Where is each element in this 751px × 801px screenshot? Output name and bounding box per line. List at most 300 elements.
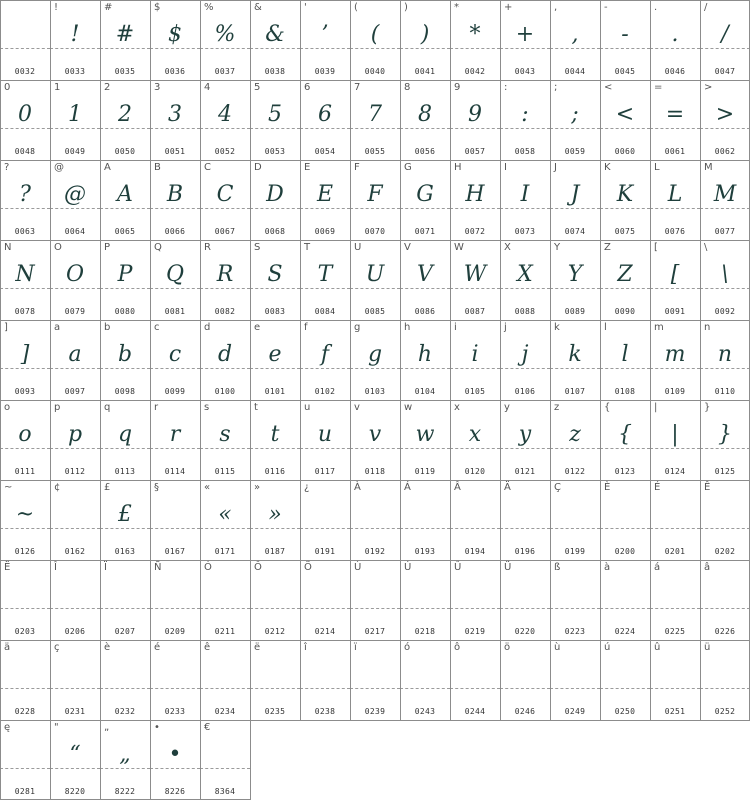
glyph-cell — [150, 240, 200, 320]
code-point-label: 0084 — [314, 307, 336, 316]
grid-vertical-line — [250, 0, 251, 800]
code-point-label: 0202 — [714, 547, 736, 556]
code-point-label: 8220 — [64, 787, 86, 796]
glyph-sample: z — [569, 422, 581, 447]
glyph-cell — [300, 640, 350, 720]
glyph-sample: b — [117, 342, 133, 367]
cell-character-label: e — [254, 322, 261, 333]
glyph-sample: @ — [64, 182, 86, 207]
glyph-sample: a — [68, 342, 82, 367]
glyph-cell — [700, 80, 750, 160]
glyph-cell — [50, 560, 100, 640]
glyph-cell — [600, 320, 650, 400]
cell-character-label: , — [554, 2, 558, 13]
glyph-sample: x — [468, 422, 482, 447]
glyph-cell — [50, 480, 100, 560]
code-point-label: 0191 — [314, 547, 336, 556]
cell-character-label: W — [454, 242, 464, 253]
cell-character-label: C — [204, 162, 211, 173]
code-point-label: 0112 — [64, 467, 86, 476]
code-point-label: 0239 — [364, 707, 386, 716]
grid-horizontal-line — [0, 480, 750, 481]
glyph-cell — [0, 720, 50, 800]
code-point-label: 0115 — [214, 467, 236, 476]
glyph-cell — [250, 240, 300, 320]
glyph-cell — [50, 320, 100, 400]
glyph-cell — [400, 160, 450, 240]
glyph-cell — [100, 0, 150, 80]
glyph-sample: i — [471, 342, 479, 367]
glyph-cell — [650, 480, 700, 560]
code-point-label: 0203 — [14, 627, 36, 636]
cell-character-label: 7 — [354, 82, 361, 93]
cell-character-label: ; — [554, 82, 558, 93]
cell-character-label: P — [104, 242, 111, 253]
code-point-label: 0162 — [64, 547, 86, 556]
glyph-cell — [700, 320, 750, 400]
code-point-label: 0049 — [64, 147, 86, 156]
code-point-label: 0193 — [414, 547, 436, 556]
code-point-label: 0116 — [264, 467, 286, 476]
code-point-label: 0046 — [664, 67, 686, 76]
baseline-guide — [350, 528, 400, 529]
code-point-label: 0050 — [114, 147, 136, 156]
cell-character-label: A — [104, 162, 111, 173]
code-point-label: 0099 — [164, 387, 186, 396]
baseline-guide — [150, 528, 200, 529]
glyph-cell — [600, 240, 650, 320]
glyph-sample: ) — [420, 22, 430, 47]
code-point-label: 0037 — [214, 67, 236, 76]
grid-vertical-line — [200, 0, 201, 800]
code-point-label: 0110 — [714, 387, 736, 396]
grid-vertical-line — [600, 0, 601, 720]
code-point-label: 0126 — [14, 547, 36, 556]
grid-vertical-line — [300, 0, 301, 720]
cell-character-label: S — [254, 242, 261, 253]
code-point-label: 0217 — [364, 627, 386, 636]
glyph-cell — [500, 80, 550, 160]
glyph-cell — [400, 240, 450, 320]
code-point-label: 0032 — [14, 67, 36, 76]
cell-character-label: s — [204, 402, 210, 413]
cell-character-label: ù — [554, 642, 561, 653]
glyph-cell — [700, 640, 750, 720]
baseline-guide — [150, 608, 200, 609]
grid-horizontal-line — [0, 80, 750, 81]
cell-character-label: N — [4, 242, 12, 253]
code-point-label: 8226 — [164, 787, 186, 796]
cell-character-label: E — [304, 162, 311, 173]
baseline-guide — [350, 608, 400, 609]
glyph-cell — [250, 400, 300, 480]
code-point-label: 0093 — [14, 387, 36, 396]
code-point-label: 0047 — [714, 67, 736, 76]
glyph-cell — [450, 80, 500, 160]
code-point-label: 0111 — [14, 467, 36, 476]
cell-character-label: \ — [704, 242, 708, 253]
cell-character-label: i — [454, 322, 457, 333]
baseline-guide — [300, 528, 350, 529]
glyph-sample: / — [721, 22, 729, 47]
baseline-guide — [700, 608, 750, 609]
glyph-sample: { — [618, 422, 632, 447]
code-point-label: 0235 — [264, 707, 286, 716]
glyph-sample: 3 — [168, 102, 182, 127]
cell-character-label: M — [704, 162, 713, 173]
code-point-label: 0033 — [64, 67, 86, 76]
code-point-label: 0206 — [64, 627, 86, 636]
baseline-guide — [650, 688, 700, 689]
code-point-label: 0103 — [364, 387, 386, 396]
code-point-label: 0055 — [364, 147, 386, 156]
glyph-sample: = — [665, 102, 685, 127]
glyph-sample: S — [267, 262, 283, 287]
code-point-label: 0113 — [114, 467, 136, 476]
glyph-sample: ( — [370, 22, 380, 47]
glyph-cell — [250, 480, 300, 560]
glyph-cell — [650, 640, 700, 720]
cell-character-label: w — [404, 402, 413, 413]
glyph-sample: F — [367, 182, 383, 207]
baseline-guide — [300, 608, 350, 609]
cell-character-label: • — [154, 722, 160, 733]
code-point-label: 0058 — [514, 147, 536, 156]
code-point-label: 0251 — [664, 707, 686, 716]
code-point-label: 0053 — [264, 147, 286, 156]
glyph-sample: 7 — [368, 102, 382, 127]
glyph-cell — [50, 80, 100, 160]
cell-character-label: ü — [704, 642, 711, 653]
grid-horizontal-line — [0, 320, 750, 321]
cell-character-label: + — [504, 2, 513, 13]
glyph-sample: l — [621, 342, 629, 367]
cell-character-label: p — [54, 402, 61, 413]
code-point-label: 0224 — [614, 627, 636, 636]
code-point-label: 0125 — [714, 467, 736, 476]
glyph-cell — [550, 0, 600, 80]
code-point-label: 0074 — [564, 227, 586, 236]
code-point-label: 0106 — [514, 387, 536, 396]
code-point-label: 0108 — [614, 387, 636, 396]
glyph-sample: h — [417, 342, 433, 367]
cell-character-label: ¿ — [304, 482, 310, 493]
glyph-cell — [350, 320, 400, 400]
glyph-sample: $ — [168, 22, 182, 47]
glyph-cell — [200, 240, 250, 320]
code-point-label: 0056 — [414, 147, 436, 156]
cell-character-label: b — [104, 322, 111, 333]
glyph-sample: ’ — [321, 22, 329, 47]
cell-character-label: ö — [504, 642, 511, 653]
glyph-cell — [350, 480, 400, 560]
cell-character-label: 8 — [404, 82, 411, 93]
cell-character-label: I — [504, 162, 507, 173]
code-point-label: 0249 — [564, 707, 586, 716]
code-point-label: 0089 — [564, 307, 586, 316]
cell-character-label: { — [604, 402, 611, 413]
glyph-sample: r — [169, 422, 181, 447]
glyph-sample: g — [367, 342, 383, 367]
glyph-cell — [450, 400, 500, 480]
glyph-sample: t — [270, 422, 280, 447]
code-point-label: 0039 — [314, 67, 336, 76]
cell-character-label: ] — [4, 322, 8, 333]
cell-character-label: Z — [604, 242, 611, 253]
glyph-cell — [450, 560, 500, 640]
baseline-guide — [400, 688, 450, 689]
glyph-sample: ] — [20, 342, 30, 367]
code-point-label: 0207 — [114, 627, 136, 636]
code-point-label: 0040 — [364, 67, 386, 76]
grid-vertical-line — [450, 0, 451, 720]
code-point-label: 0065 — [114, 227, 136, 236]
baseline-guide — [300, 688, 350, 689]
cell-character-label: G — [404, 162, 412, 173]
glyph-sample: V — [417, 262, 433, 287]
code-point-label: 0072 — [464, 227, 486, 236]
cell-character-label: K — [604, 162, 611, 173]
glyph-sample: y — [518, 422, 532, 447]
code-point-label: 0081 — [164, 307, 186, 316]
cell-character-label: H — [454, 162, 462, 173]
baseline-guide — [550, 688, 600, 689]
glyph-sample: 5 — [268, 102, 282, 127]
code-point-label: 0119 — [414, 467, 436, 476]
cell-character-label: > — [704, 82, 713, 93]
glyph-cell — [600, 400, 650, 480]
cell-character-label: F — [354, 162, 360, 173]
glyph-cell — [400, 560, 450, 640]
glyph-cell — [150, 560, 200, 640]
glyph-cell — [100, 480, 150, 560]
glyph-sample: » — [268, 502, 282, 527]
cell-character-label: Ü — [504, 562, 512, 573]
cell-character-label: n — [704, 322, 711, 333]
glyph-sample: > — [715, 102, 735, 127]
glyph-cell — [150, 80, 200, 160]
cell-character-label: Ö — [304, 562, 312, 573]
code-point-label: 0060 — [614, 147, 636, 156]
glyph-cell — [350, 80, 400, 160]
glyph-cell — [400, 320, 450, 400]
glyph-sample: 2 — [118, 102, 132, 127]
code-point-label: 0228 — [14, 707, 36, 716]
code-point-label: 0064 — [64, 227, 86, 236]
glyph-sample: N — [15, 262, 35, 287]
glyph-cell — [0, 640, 50, 720]
code-point-label: 0042 — [464, 67, 486, 76]
glyph-cell — [300, 240, 350, 320]
cell-character-label: Ï — [104, 562, 107, 573]
code-point-label: 0114 — [164, 467, 186, 476]
cell-character-label: - — [604, 2, 608, 13]
code-point-label: 0069 — [314, 227, 336, 236]
glyph-cell — [300, 560, 350, 640]
glyph-sample: + — [515, 22, 535, 47]
cell-character-label: û — [654, 642, 661, 653]
glyph-sample: w — [415, 422, 435, 447]
glyph-cell — [100, 720, 150, 800]
baseline-guide — [200, 768, 250, 769]
cell-character-label: V — [404, 242, 411, 253]
glyph-cell — [450, 320, 500, 400]
cell-character-label: ! — [54, 2, 59, 13]
glyph-cell — [650, 240, 700, 320]
glyph-cell — [50, 720, 100, 800]
glyph-cell — [350, 400, 400, 480]
cell-character-label: q — [104, 402, 111, 413]
cell-character-label: ß — [554, 562, 561, 573]
grid-horizontal-line — [0, 0, 750, 1]
glyph-sample: T — [317, 262, 333, 287]
glyph-cell — [50, 160, 100, 240]
glyph-cell — [50, 240, 100, 320]
code-point-label: 0163 — [114, 547, 136, 556]
baseline-guide — [50, 688, 100, 689]
glyph-cell — [200, 560, 250, 640]
code-point-label: 0043 — [514, 67, 536, 76]
glyph-cell — [300, 80, 350, 160]
glyph-cell — [500, 400, 550, 480]
code-point-label: 0036 — [164, 67, 186, 76]
grid-horizontal-line — [0, 640, 750, 641]
glyph-cell — [550, 240, 600, 320]
glyph-sample: U — [365, 262, 385, 287]
code-point-label: 0100 — [214, 387, 236, 396]
cell-character-label: Ç — [554, 482, 561, 493]
cell-character-label: 3 — [154, 82, 161, 93]
baseline-guide — [450, 688, 500, 689]
code-point-label: 0073 — [514, 227, 536, 236]
cell-character-label: o — [4, 402, 11, 413]
cell-character-label: § — [154, 482, 159, 493]
glyph-cell — [0, 560, 50, 640]
grid-vertical-line — [100, 0, 101, 800]
glyph-sample: \ — [721, 262, 729, 287]
glyph-sample: v — [368, 422, 382, 447]
cell-character-label: Ê — [704, 482, 711, 493]
code-point-label: 0118 — [364, 467, 386, 476]
cell-character-label: 6 — [304, 82, 311, 93]
grid-vertical-line — [700, 0, 701, 720]
code-point-label: 0209 — [164, 627, 186, 636]
cell-character-label: O — [54, 242, 62, 253]
cell-character-label: < — [604, 82, 613, 93]
cell-character-label: h — [404, 322, 411, 333]
baseline-guide — [450, 528, 500, 529]
cell-character-label: é — [154, 642, 161, 653]
grid-vertical-line — [400, 0, 401, 720]
cell-character-label: ~ — [4, 482, 13, 493]
glyph-sample: ; — [571, 102, 579, 127]
glyph-cell — [100, 640, 150, 720]
glyph-cell — [650, 560, 700, 640]
glyph-sample: B — [166, 182, 184, 207]
grid-vertical-line — [749, 0, 750, 720]
glyph-cell — [200, 400, 250, 480]
glyph-cell — [200, 480, 250, 560]
glyph-sample: ! — [70, 22, 80, 47]
glyph-cell — [700, 0, 750, 80]
code-point-label: 0233 — [164, 707, 186, 716]
code-point-label: 0041 — [414, 67, 436, 76]
grid-horizontal-line — [0, 160, 750, 161]
glyph-cell — [500, 240, 550, 320]
glyph-cell — [650, 400, 700, 480]
cell-character-label: u — [304, 402, 311, 413]
glyph-sample: u — [317, 422, 333, 447]
glyph-cell — [200, 80, 250, 160]
glyph-sample: £ — [118, 502, 132, 527]
cell-character-label: = — [654, 82, 663, 93]
cell-character-label: " — [54, 722, 59, 733]
baseline-guide — [0, 688, 50, 689]
cell-character-label: | — [654, 402, 658, 413]
glyph-cell — [300, 320, 350, 400]
glyph-cell — [650, 160, 700, 240]
code-point-label: 0083 — [264, 307, 286, 316]
glyph-sample: « — [218, 502, 232, 527]
glyph-sample: j — [521, 342, 529, 367]
glyph-cell — [200, 720, 250, 800]
glyph-cell — [550, 560, 600, 640]
glyph-cell — [50, 0, 100, 80]
code-point-label: 0192 — [364, 547, 386, 556]
glyph-sample: } — [718, 422, 732, 447]
cell-character-label: £ — [104, 482, 111, 493]
grid-vertical-line — [0, 0, 1, 800]
cell-character-label: „ — [104, 722, 110, 733]
glyph-sample: “ — [69, 742, 81, 767]
glyph-cell — [500, 320, 550, 400]
glyph-sample: n — [717, 342, 733, 367]
glyph-cell — [700, 240, 750, 320]
cell-character-label: 2 — [104, 82, 111, 93]
cell-character-label: Y — [554, 242, 561, 253]
glyph-cell — [200, 0, 250, 80]
cell-character-label: $ — [154, 2, 161, 13]
grid-horizontal-line — [0, 720, 750, 721]
glyph-cell — [100, 160, 150, 240]
glyph-sample: H — [465, 182, 485, 207]
cell-character-label: Ë — [4, 562, 11, 573]
glyph-cell — [450, 240, 500, 320]
code-point-label: 0063 — [14, 227, 36, 236]
grid-vertical-line — [550, 0, 551, 720]
cell-character-label: Ñ — [154, 562, 162, 573]
cell-character-label: ( — [354, 2, 358, 13]
code-point-label: 0212 — [264, 627, 286, 636]
code-point-label: 0226 — [714, 627, 736, 636]
cell-character-label: y — [504, 402, 510, 413]
cell-character-label: f — [304, 322, 308, 333]
code-point-label: 0087 — [464, 307, 486, 316]
cell-character-label: m — [654, 322, 664, 333]
cell-character-label: [ — [654, 242, 658, 253]
glyph-cell — [150, 0, 200, 80]
code-point-label: 0250 — [614, 707, 636, 716]
glyph-cell — [550, 80, 600, 160]
glyph-sample: 6 — [318, 102, 332, 127]
glyph-sample: O — [65, 262, 85, 287]
code-point-label: 0079 — [64, 307, 86, 316]
cell-character-label: : — [504, 82, 508, 93]
glyph-sample: 0 — [18, 102, 32, 127]
cell-character-label: 0 — [4, 82, 11, 93]
cell-character-label: B — [154, 162, 161, 173]
cell-character-label: g — [354, 322, 361, 333]
